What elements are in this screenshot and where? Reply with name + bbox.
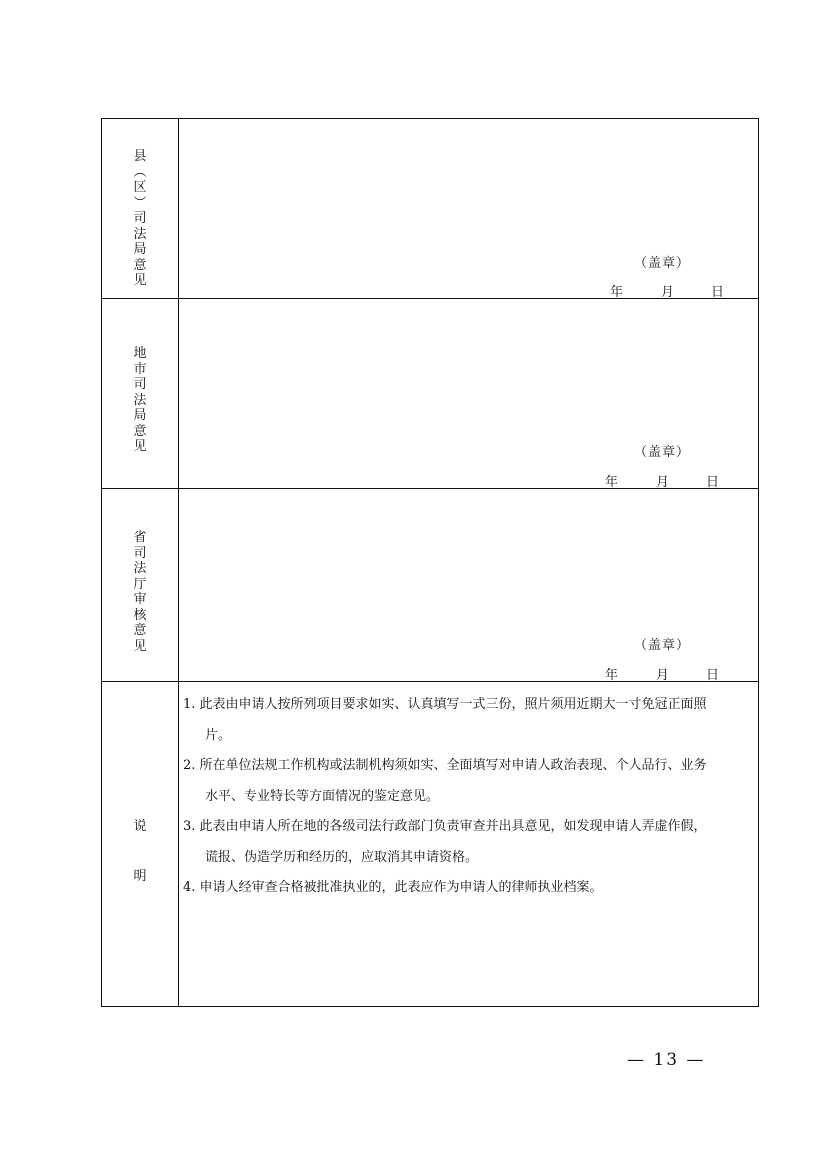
label-char: 司 [133, 211, 147, 226]
date-day: 日 [706, 475, 720, 490]
label-char: ︶ [133, 195, 147, 211]
approval-form-table [101, 118, 759, 1007]
notes-list [183, 690, 752, 904]
note-text: 2. 所在单位法规工作机构或法制机构须如实、全面填写对申请人政治表现、个人品行、业务 [183, 758, 707, 773]
label-char: 见 [133, 439, 147, 454]
county-opinion-field[interactable] [179, 119, 758, 298]
notes-label-char: 明 [133, 869, 147, 884]
label-char: 意 [133, 423, 147, 439]
city-opinion-label-cell [102, 299, 179, 488]
label-char: 省 [133, 530, 147, 545]
notes-label-cell [102, 682, 179, 1006]
label-char: 法 [133, 561, 147, 576]
city-opinion-row [102, 298, 758, 488]
label-char: 区 [133, 180, 147, 195]
notes-content [179, 682, 758, 1006]
label-char: 法 [133, 226, 147, 242]
label-char: 局 [133, 408, 147, 423]
county-opinion-label-cell [102, 119, 179, 298]
label-char: 厅 [133, 576, 147, 592]
note-text: 4. 申请人经审查合格被批准执业的，此表应作为申请人的律师执业档案。 [183, 880, 603, 895]
city-opinion-field[interactable] [179, 299, 758, 488]
label-char: 见 [133, 638, 147, 654]
province-review-field[interactable] [179, 489, 758, 681]
label-char: 司 [133, 545, 147, 561]
city-opinion-label [102, 346, 178, 455]
note-item [183, 751, 752, 812]
date-year: 年 [610, 285, 624, 300]
seal-note: （盖章） [634, 638, 691, 653]
label-char: 法 [133, 392, 147, 408]
province-review-row [102, 488, 758, 681]
county-opinion-row [102, 119, 758, 298]
date-year: 年 [605, 668, 619, 683]
label-char: 审 [133, 592, 147, 607]
label-char: 见 [133, 273, 147, 288]
date-day: 日 [711, 285, 725, 300]
label-char: 意 [133, 257, 147, 273]
note-text: 3. 此表由申请人所在地的各级司法行政部门负责审查并出具意见，如发现申请人弄虚作假， [183, 819, 707, 834]
date-month: 月 [656, 668, 670, 683]
note-item [183, 690, 752, 751]
note-text: 1. 此表由申请人按所列项目要求如实、认真填写一式三份，照片须用近期大一寸免冠正面照 [183, 697, 707, 712]
seal-note: （盖章） [634, 256, 691, 271]
label-char: 县 [133, 149, 147, 164]
note-continuation: 片。 [205, 727, 232, 743]
note-continuation: 水平、专业特长等方面情况的鉴定意见。 [205, 788, 440, 804]
note-item [183, 812, 752, 873]
seal-note: （盖章） [634, 445, 691, 460]
date-year: 年 [605, 475, 619, 490]
label-char: 局 [133, 242, 147, 257]
date-day: 日 [706, 668, 720, 683]
date-month: 月 [656, 475, 670, 490]
label-char: 市 [133, 361, 147, 377]
county-opinion-label [102, 149, 178, 289]
label-char: ︵ [133, 164, 147, 180]
label-char: 司 [133, 377, 147, 392]
province-review-label-cell [102, 489, 179, 681]
notes-row [102, 681, 758, 1006]
notes-label-char: 说 [133, 819, 147, 834]
note-continuation: 谎报、伪造学历和经历的，应取消其申请资格。 [205, 849, 479, 865]
label-char: 地 [133, 346, 147, 361]
date-month: 月 [661, 285, 675, 300]
note-item [183, 873, 752, 904]
province-review-label [102, 530, 178, 654]
page-number: — 13 — [627, 1050, 706, 1070]
label-char: 核 [133, 607, 147, 623]
label-char: 意 [133, 623, 147, 638]
